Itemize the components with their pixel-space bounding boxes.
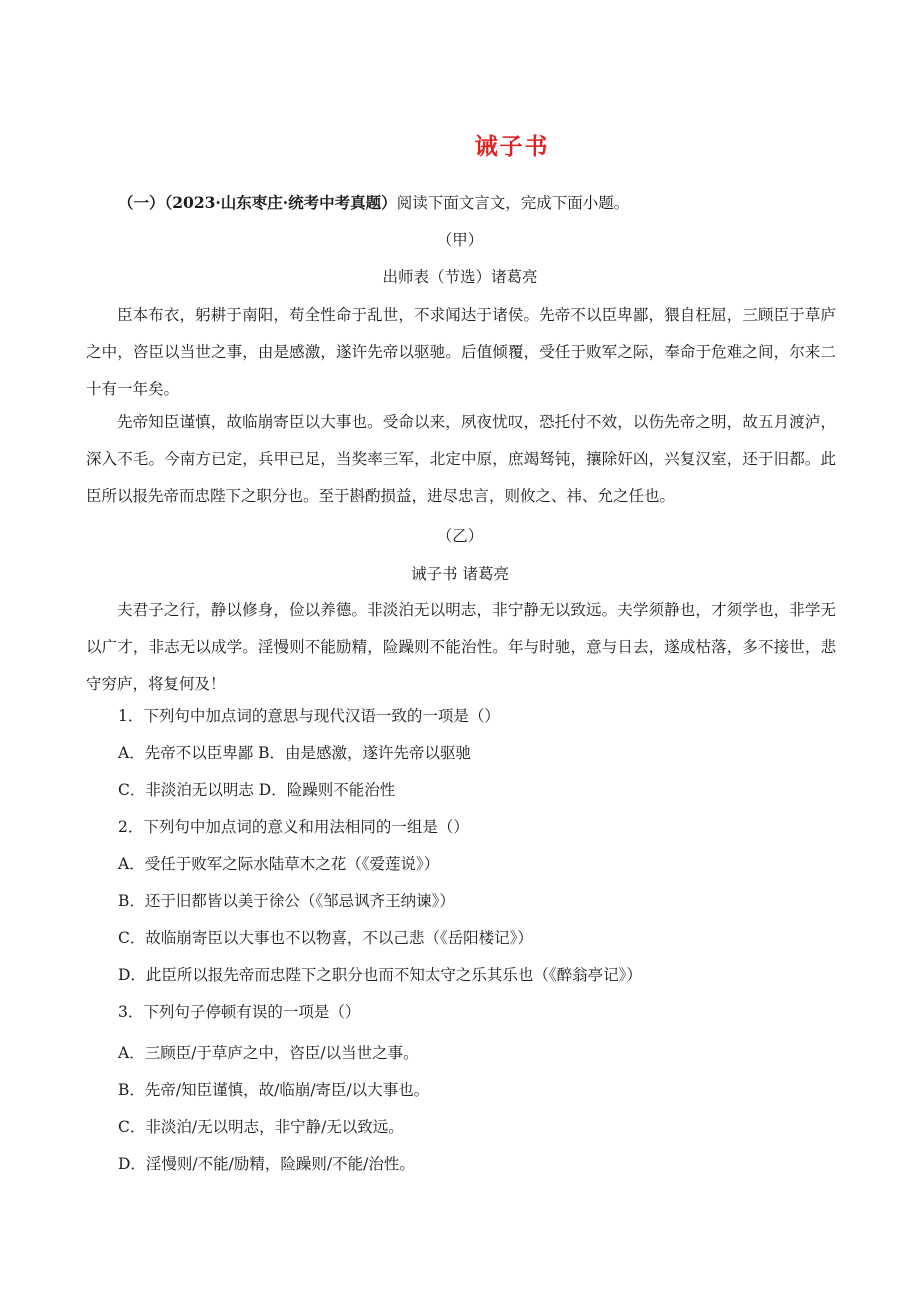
question-1-options-ab: A．先帝不以臣卑鄙 B．由是感激，遂许先帝以驱驰 bbox=[118, 744, 472, 762]
question-2-option-a: A．受任于败军之际水陆草木之花（《爱莲说》） bbox=[118, 855, 440, 873]
passage-b-paragraph: 夫君子之行，静以修身，俭以养德。非淡泊无以明志，非宁静无以致远。夫学须静也，才须学也，非学无以广才，非志无以成学。淫慢则不能励精，险躁则不能治性。年与时驰，意与日去，遂成枯落，多不接世，悲守穷庐，将复何及！ bbox=[86, 601, 836, 693]
question-3: 3．下列句子停顿有误的一项是（） bbox=[118, 1003, 361, 1021]
page-title: 诫子书 bbox=[474, 133, 550, 160]
question-2-option-d: D．此臣所以报先帝而忠陛下之职分也而不知太守之乐其乐也（《醉翁亭记》） bbox=[118, 966, 642, 984]
passage-a-paragraph: 先帝知臣谨慎，故临崩寄臣以大事也。受命以来，夙夜忧叹，恐托付不效，以伤先帝之明，故五月渡泸，深入不毛。今南方已定，兵甲已足，当奖率三军，北定中原，庶竭驽钝，攘除奸凶，兴复汉室，还于旧都。此臣所以报先帝而忠陛下之职分也。至于斟酌损益，进尽忠言，则攸之、祎、允之任也。 bbox=[86, 413, 836, 505]
question-3-option-c: C．非淡泊/无以明志，非宁静/无以致远。 bbox=[118, 1118, 404, 1136]
question-3-option-d: D．淫慢则/不能/励精，险躁则/不能/治性。 bbox=[118, 1155, 415, 1173]
passage-a-heading: 出师表（节选）诸葛亮 bbox=[382, 268, 538, 286]
question-3-option-b: B．先帝/知臣谨慎，故/临崩/寄臣/以大事也。 bbox=[118, 1081, 430, 1099]
intro-source: （一）（2023·山东枣庄·统考中考真题） bbox=[118, 193, 397, 212]
question-1: 1．下列句中加点词的意思与现代汉语一致的一项是（） bbox=[118, 707, 500, 725]
intro-line bbox=[118, 191, 629, 213]
question-2-option-c: C．故临崩寄臣以大事也不以物喜，不以己悲（《岳阳楼记》） bbox=[118, 929, 533, 947]
question-2-option-b: B．还于旧都皆以美于徐公（《邹忌讽齐王纳谏》） bbox=[118, 892, 455, 910]
question-2: 2．下列句中加点词的意义和用法相同的一组是（） bbox=[118, 818, 469, 836]
passage-b-label: （乙） bbox=[436, 527, 484, 545]
intro-instruction: 阅读下面文言文，完成下面小题。 bbox=[396, 194, 630, 212]
passage-a-paragraph: 臣本布衣，躬耕于南阳，苟全性命于乱世，不求闻达于诸侯。先帝不以臣卑鄙，猥自枉屈，三顾臣于草庐之中，咨臣以当世之事，由是感激，遂许先帝以驱驰。后值倾覆，受任于败军之际，奉命于危难之间，尔来二十有一年矣。 bbox=[86, 306, 836, 398]
passage-b-heading: 诫子书 诸葛亮 bbox=[411, 565, 509, 583]
passage-a-label: （甲） bbox=[436, 231, 484, 249]
question-3-option-a: A．三顾臣/于草庐之中，咨臣/以当世之事。 bbox=[118, 1044, 419, 1062]
question-1-options-cd: C．非淡泊无以明志 D．险躁则不能治性 bbox=[118, 781, 396, 799]
